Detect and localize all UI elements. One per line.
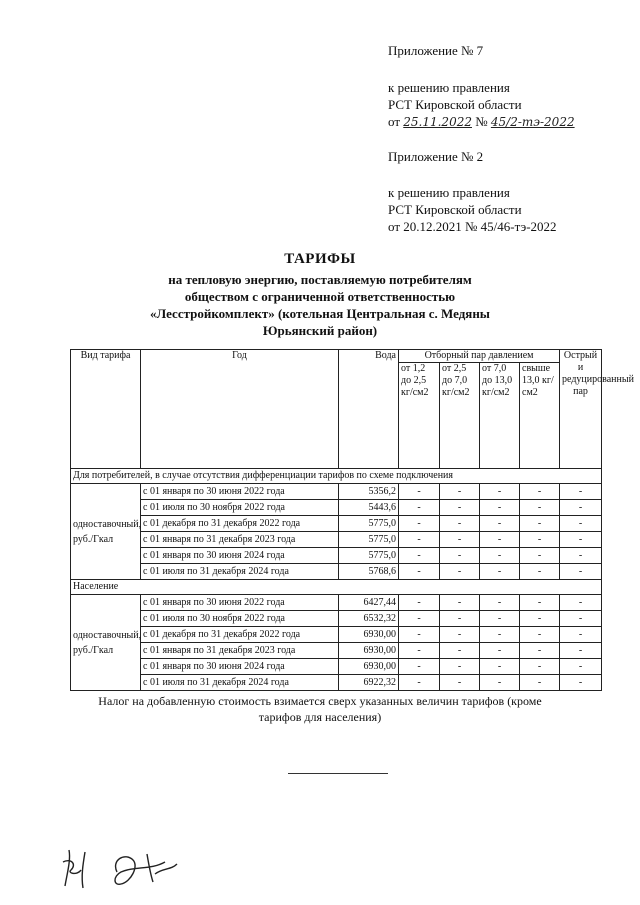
dash-cell: - <box>440 564 480 580</box>
tariffs-body <box>71 469 602 691</box>
water-value-cell: 5356,2 <box>339 484 399 500</box>
dash-cell: - <box>399 500 440 516</box>
dash-cell: - <box>560 500 602 516</box>
sub-header-2: от 2,5 до 7,0 кг/см2 <box>440 363 480 469</box>
dash-cell: - <box>440 484 480 500</box>
col-header-otb: Отборный пар давлением <box>399 350 560 363</box>
dash-cell: - <box>560 516 602 532</box>
period-cell: с 01 января по 30 июня 2022 года <box>141 595 339 611</box>
decision-date-line-2: от 20.12.2021 № 45/46-тэ-2022 <box>388 219 557 234</box>
dash-cell: - <box>520 548 560 564</box>
dash-cell: - <box>560 595 602 611</box>
dash-cell: - <box>480 484 520 500</box>
table-row <box>71 627 602 643</box>
tariff-type-cell: одноставочный, руб./Гкал <box>71 484 141 580</box>
period-cell: с 01 декабря по 31 декабря 2022 года <box>141 516 339 532</box>
water-value-cell: 5443,6 <box>339 500 399 516</box>
col-header-ostr: Острый и редуцированный пар <box>560 350 602 469</box>
period-cell: с 01 июля по 30 ноября 2022 года <box>141 611 339 627</box>
water-value-cell: 6930,00 <box>339 627 399 643</box>
table-row <box>71 611 602 627</box>
water-value-cell: 6930,00 <box>339 643 399 659</box>
dash-cell: - <box>440 500 480 516</box>
dash-cell: - <box>399 564 440 580</box>
sub-header-1: от 1,2 до 2,5 кг/см2 <box>399 363 440 469</box>
dash-cell: - <box>440 627 480 643</box>
dash-cell: - <box>440 659 480 675</box>
dash-cell: - <box>480 532 520 548</box>
decision-label: к решению правления <box>388 80 510 95</box>
dash-cell: - <box>520 675 560 691</box>
dash-cell: - <box>520 484 560 500</box>
dash-cell: - <box>440 532 480 548</box>
water-value-cell: 6532,32 <box>339 611 399 627</box>
water-value-cell: 6922,32 <box>339 675 399 691</box>
ot-label: от <box>388 114 401 129</box>
period-cell: с 01 января по 30 июня 2022 года <box>141 484 339 500</box>
dash-cell: - <box>560 548 602 564</box>
dash-cell: - <box>520 532 560 548</box>
dash-cell: - <box>520 564 560 580</box>
rst-label-2: РСТ Кировской области <box>388 202 522 217</box>
appendix-7-label: Приложение № 7 <box>388 43 484 58</box>
dash-cell: - <box>399 548 440 564</box>
sub-header-4: свыше 13,0 кг/см2 <box>520 363 560 469</box>
water-value-cell: 5775,0 <box>339 548 399 564</box>
table-row <box>71 564 602 580</box>
title-line-4: Юрьянский район) <box>262 323 378 338</box>
water-value-cell: 5775,0 <box>339 532 399 548</box>
dash-cell: - <box>480 564 520 580</box>
table-row <box>71 659 602 675</box>
dash-cell: - <box>480 595 520 611</box>
number-sign: № <box>475 114 488 129</box>
period-cell: с 01 января по 31 декабря 2023 года <box>141 643 339 659</box>
handwritten-date: 25.11.2022 <box>403 115 472 129</box>
dash-cell: - <box>480 516 520 532</box>
title-line-3: «Лесстройкомплект» (котельная Центральная с. Медяны <box>150 306 490 321</box>
dash-cell: - <box>480 675 520 691</box>
dash-cell: - <box>520 627 560 643</box>
sub-header-3: от 7,0 до 13,0 кг/см2 <box>480 363 520 469</box>
dash-cell: - <box>480 643 520 659</box>
period-cell: с 01 декабря по 31 декабря 2022 года <box>141 627 339 643</box>
group-caption: Для потребителей, в случае отсутствия дифференциации тарифов по схеме подключения <box>71 469 602 484</box>
handwritten-signature <box>55 840 185 895</box>
dash-cell: - <box>399 516 440 532</box>
table-row <box>71 595 602 611</box>
dash-cell: - <box>560 532 602 548</box>
divider-line <box>288 773 388 774</box>
dash-cell: - <box>440 611 480 627</box>
col-header-vid: Вид тарифа <box>71 350 141 469</box>
dash-cell: - <box>560 484 602 500</box>
period-cell: с 01 июля по 31 декабря 2024 года <box>141 564 339 580</box>
table-row <box>71 643 602 659</box>
dash-cell: - <box>520 643 560 659</box>
dash-cell: - <box>520 516 560 532</box>
table-row <box>71 532 602 548</box>
group-caption: Население <box>71 580 602 595</box>
water-value-cell: 6930,00 <box>339 659 399 675</box>
dash-cell: - <box>399 595 440 611</box>
dash-cell: - <box>399 611 440 627</box>
decision-label-2: к решению правления <box>388 185 510 200</box>
period-cell: с 01 января по 30 июня 2024 года <box>141 659 339 675</box>
dash-cell: - <box>520 611 560 627</box>
dash-cell: - <box>399 627 440 643</box>
dash-cell: - <box>560 675 602 691</box>
period-cell: с 01 января по 30 июня 2024 года <box>141 548 339 564</box>
dash-cell: - <box>440 516 480 532</box>
dash-cell: - <box>560 611 602 627</box>
water-value-cell: 5775,0 <box>339 516 399 532</box>
dash-cell: - <box>399 675 440 691</box>
dash-cell: - <box>399 484 440 500</box>
rst-label: РСТ Кировской области <box>388 97 522 112</box>
dash-cell: - <box>440 643 480 659</box>
dash-cell: - <box>520 595 560 611</box>
appendix-2-label: Приложение № 2 <box>388 149 484 164</box>
table-row <box>71 548 602 564</box>
dash-cell: - <box>480 500 520 516</box>
dash-cell: - <box>560 643 602 659</box>
col-header-voda: Вода <box>339 350 399 469</box>
dash-cell: - <box>399 659 440 675</box>
table-row <box>71 500 602 516</box>
dash-cell: - <box>399 532 440 548</box>
dash-cell: - <box>520 500 560 516</box>
title-line-1: на тепловую энергию, поставляемую потребителям <box>168 272 472 287</box>
handwritten-number: 45/2-тэ-2022 <box>490 115 575 129</box>
vat-footnote: Налог на добавленную стоимость взимается сверх указанных величин тарифов (кроме тарифов для населения) <box>98 694 542 724</box>
tariff-type-cell: одноставочный, руб./Гкал <box>71 595 141 691</box>
water-value-cell: 5768,6 <box>339 564 399 580</box>
dash-cell: - <box>560 659 602 675</box>
dash-cell: - <box>399 643 440 659</box>
tariffs-table <box>70 349 634 691</box>
dash-cell: - <box>560 564 602 580</box>
dash-cell: - <box>480 627 520 643</box>
table-row <box>71 675 602 691</box>
dash-cell: - <box>480 659 520 675</box>
dash-cell: - <box>560 627 602 643</box>
dash-cell: - <box>440 595 480 611</box>
table-row <box>71 516 602 532</box>
decision-date-line <box>388 113 575 131</box>
dash-cell: - <box>440 675 480 691</box>
table-row <box>71 484 602 500</box>
period-cell: с 01 июля по 30 ноября 2022 года <box>141 500 339 516</box>
title-line-2: обществом с ограниченной ответственностью <box>184 289 456 304</box>
water-value-cell: 6427,44 <box>339 595 399 611</box>
period-cell: с 01 июля по 31 декабря 2024 года <box>141 675 339 691</box>
period-cell: с 01 января по 31 декабря 2023 года <box>141 532 339 548</box>
col-header-god: Год <box>141 350 339 469</box>
dash-cell: - <box>520 659 560 675</box>
dash-cell: - <box>480 548 520 564</box>
dash-cell: - <box>480 611 520 627</box>
document-title: ТАРИФЫ <box>284 251 356 267</box>
dash-cell: - <box>440 548 480 564</box>
